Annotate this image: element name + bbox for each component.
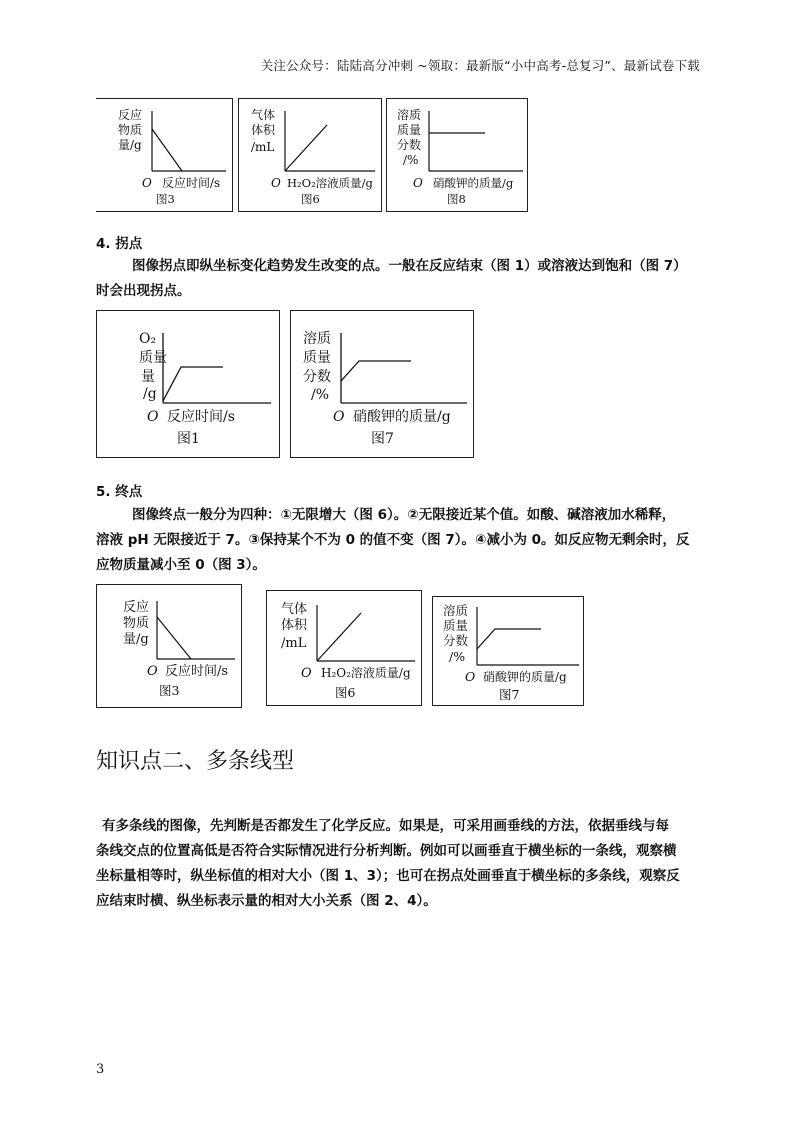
origin-label: O <box>465 669 476 684</box>
caption: 图1 <box>177 431 200 447</box>
figure-row3-fig7 <box>432 596 584 706</box>
ylabel-line: 气体 <box>251 108 276 122</box>
ylabel-line: 分数 <box>303 369 331 385</box>
xlabel: 反应时间/s <box>162 176 221 190</box>
figure-row2-fig7 <box>290 310 474 458</box>
caption: 图7 <box>371 431 394 447</box>
graph-fig8 <box>387 99 527 211</box>
caption: 图3 <box>156 192 175 206</box>
knowledge-line1: 有多条线的图像，先判断是否都发生了化学反应。如果是，可采用画垂线的方法，依据垂线与每 <box>102 818 669 834</box>
ylabel-line: 量/g <box>118 138 142 152</box>
ylabel-line: 质量 <box>139 350 167 366</box>
section-5-line3: 应物质量减小至 0（图 3）。 <box>96 557 266 573</box>
ylabel-line: 质量 <box>443 618 469 633</box>
figure-row1-fig3 <box>96 98 233 212</box>
figure-row3-fig3 <box>96 584 242 708</box>
series-line <box>341 361 411 381</box>
ylabel-line: 量/g <box>123 632 149 647</box>
xlabel: 硝酸钾的质量/g <box>433 176 514 190</box>
ylabel-line: 分数 <box>443 633 469 648</box>
knowledge-line4: 应结束时横、纵坐标表示量的相对大小关系（图 2、4）。 <box>96 893 437 909</box>
figure-row1-fig6 <box>238 98 382 212</box>
caption: 图6 <box>301 192 320 206</box>
ylabel-line: 反应 <box>118 108 143 122</box>
ylabel-line: /% <box>403 153 419 167</box>
ylabel-line: /% <box>311 387 330 403</box>
figure-row2-fig1 <box>96 310 280 458</box>
ylabel-line: 气体 <box>281 602 308 617</box>
ylabel-line: 质量 <box>303 350 331 366</box>
page-header: 关注公众号：陆陆高分冲刺 ~领取：最新版“小中高考-总复习”、最新试卷下载 <box>260 58 700 73</box>
ylabel-line: 体积 <box>281 618 308 633</box>
caption: 图8 <box>447 192 466 206</box>
graph-fig7 <box>433 597 583 705</box>
series-line <box>157 617 191 659</box>
knowledge-heading: 知识点二、多条线型 <box>96 749 295 774</box>
section-4-line1: 图像拐点即纵坐标变化趋势发生改变的点。一般在反应结束（图 1）或溶液达到饱和（图 7） <box>132 258 687 274</box>
origin-label: O <box>413 176 423 190</box>
figure-row1-fig8 <box>386 98 528 212</box>
ylabel-line: 质量 <box>397 123 422 137</box>
section-4-title: 4. 拐点 <box>96 236 143 252</box>
ylabel-line: 溶质 <box>397 108 422 122</box>
graph-fig6 <box>267 591 421 705</box>
xlabel: H₂O₂溶液质量/g <box>287 176 373 190</box>
ylabel-line: 溶质 <box>443 603 469 618</box>
xlabel: 反应时间/s <box>165 664 229 679</box>
ylabel-line: /g <box>143 386 157 402</box>
knowledge-line2: 条线交点的位置高低是否符合实际情况进行分析判断。例如可以画垂直于横坐标的一条线，观察横 <box>96 843 677 859</box>
series-line <box>317 613 361 661</box>
graph-fig1 <box>97 311 279 457</box>
ylabel-line: 分数 <box>397 138 422 152</box>
caption: 图6 <box>335 685 356 700</box>
section-5-title: 5. 终点 <box>96 484 143 500</box>
series-line <box>477 629 541 649</box>
xlabel: 硝酸钾的质量/g <box>483 670 567 684</box>
ylabel-line: /mL <box>251 140 275 154</box>
origin-label: O <box>271 176 281 190</box>
xlabel: 硝酸钾的质量/g <box>353 409 451 425</box>
origin-label: O <box>147 409 159 425</box>
xlabel: H₂O₂溶液质量/g <box>321 666 411 680</box>
section-5-line1: 图像终点一般分为四种：①无限增大（图 6）。②无限接近某个值。如酸、碱溶液加水稀释， <box>132 507 676 523</box>
ylabel-line: /mL <box>281 636 307 651</box>
section-5-line2: 溶液 pH 无限接近于 7。③保持某个不为 0 的值不变（图 7）。④减小为 0。如反应物无剩余时，反 <box>96 532 690 548</box>
graph-fig3 <box>96 99 232 211</box>
ylabel-line: 反应 <box>123 600 150 615</box>
graph-fig7 <box>291 311 473 457</box>
ylabel-line: 体积 <box>251 123 276 137</box>
xlabel: 反应时间/s <box>167 409 235 425</box>
graph-fig6 <box>239 99 381 211</box>
origin-label: O <box>142 176 152 190</box>
ylabel-line: 物质 <box>118 123 143 137</box>
ylabel-line: 物质 <box>123 616 150 631</box>
caption: 图7 <box>499 687 520 702</box>
ylabel-line: /% <box>449 649 466 664</box>
series-line <box>163 367 223 401</box>
figure-row3-fig6 <box>266 590 422 706</box>
ylabel-line: O₂ <box>139 331 157 347</box>
caption: 图3 <box>159 683 180 698</box>
page-number: 3 <box>96 1062 105 1077</box>
ylabel-line: 溶质 <box>303 331 331 347</box>
graph-fig3 <box>97 585 241 707</box>
origin-label: O <box>333 409 345 425</box>
origin-label: O <box>147 664 158 679</box>
knowledge-line3: 坐标量相等时，纵坐标值的相对大小（图 1、3）；也可在拐点处画垂直于横坐标的多条线，观察反 <box>96 868 680 884</box>
series-line <box>152 129 182 171</box>
series-line <box>285 125 327 171</box>
section-4-line2: 时会出现拐点。 <box>96 283 191 299</box>
origin-label: O <box>301 666 312 681</box>
ylabel-line: 量 <box>141 369 155 385</box>
